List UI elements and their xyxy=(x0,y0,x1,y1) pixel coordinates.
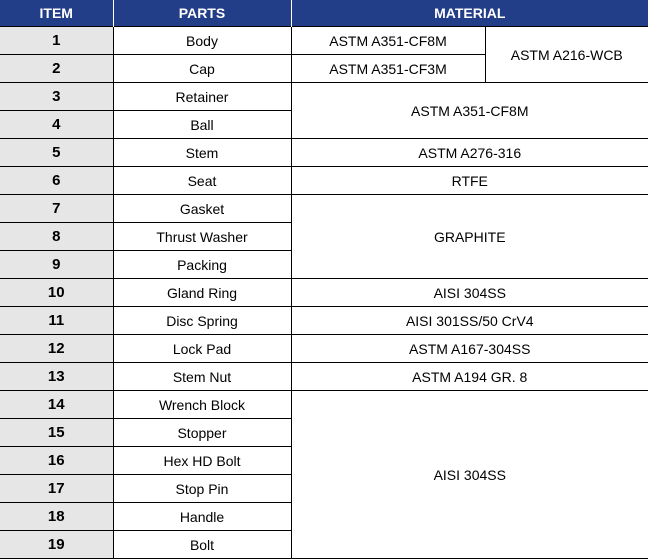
item-number: 12 xyxy=(0,335,113,363)
table-row xyxy=(0,335,648,363)
item-number: 15 xyxy=(0,419,113,447)
part-name: Seat xyxy=(113,167,291,195)
item-number: 13 xyxy=(0,363,113,391)
item-number: 5 xyxy=(0,139,113,167)
item-number: 4 xyxy=(0,111,113,139)
material-cell: RTFE xyxy=(291,167,648,195)
item-number: 6 xyxy=(0,167,113,195)
item-number: 19 xyxy=(0,531,113,559)
part-name: Ball xyxy=(113,111,291,139)
item-number: 18 xyxy=(0,503,113,531)
item-number: 2 xyxy=(0,55,113,83)
part-name: Bolt xyxy=(113,531,291,559)
material-cell: AISI 304SS xyxy=(291,279,648,307)
item-number: 10 xyxy=(0,279,113,307)
part-name: Gasket xyxy=(113,195,291,223)
table-row xyxy=(0,167,648,195)
item-number: 16 xyxy=(0,447,113,475)
part-name: Hex HD Bolt xyxy=(113,447,291,475)
part-name: Wrench Block xyxy=(113,391,291,419)
part-name: Gland Ring xyxy=(113,279,291,307)
part-name: Packing xyxy=(113,251,291,279)
header-row xyxy=(0,0,648,27)
header-material: MATERIAL xyxy=(291,0,648,27)
item-number: 3 xyxy=(0,83,113,111)
table-row xyxy=(0,307,648,335)
part-name: Body xyxy=(113,27,291,55)
table-row xyxy=(0,83,648,111)
part-name: Stopper xyxy=(113,419,291,447)
part-name: Disc Spring xyxy=(113,307,291,335)
part-name: Cap xyxy=(113,55,291,83)
material-cell: ASTM A167-304SS xyxy=(291,335,648,363)
material-cell: ASTM A351-CF3M xyxy=(291,55,485,83)
part-name: Stem xyxy=(113,139,291,167)
table-row xyxy=(0,27,648,55)
table-row xyxy=(0,363,648,391)
item-number: 7 xyxy=(0,195,113,223)
part-name: Handle xyxy=(113,503,291,531)
part-name: Stop Pin xyxy=(113,475,291,503)
item-number: 17 xyxy=(0,475,113,503)
material-cell: ASTM A276-316 xyxy=(291,139,648,167)
material-cell: AISI 304SS xyxy=(291,391,648,559)
material-cell: ASTM A216-WCB xyxy=(485,27,648,83)
material-cell: AISI 301SS/50 CrV4 xyxy=(291,307,648,335)
item-number: 11 xyxy=(0,307,113,335)
item-number: 9 xyxy=(0,251,113,279)
header-item: ITEM xyxy=(0,0,113,27)
table-row xyxy=(0,391,648,419)
material-cell: ASTM A351-CF8M xyxy=(291,27,485,55)
table-row xyxy=(0,139,648,167)
table-row xyxy=(0,279,648,307)
item-number: 8 xyxy=(0,223,113,251)
material-cell: ASTM A194 GR. 8 xyxy=(291,363,648,391)
item-number: 14 xyxy=(0,391,113,419)
part-name: Lock Pad xyxy=(113,335,291,363)
table-row xyxy=(0,195,648,223)
part-name: Stem Nut xyxy=(113,363,291,391)
material-cell: ASTM A351-CF8M xyxy=(291,83,648,139)
part-name: Thrust Washer xyxy=(113,223,291,251)
material-cell: GRAPHITE xyxy=(291,195,648,279)
part-name: Retainer xyxy=(113,83,291,111)
item-number: 1 xyxy=(0,27,113,55)
header-parts: PARTS xyxy=(113,0,291,27)
